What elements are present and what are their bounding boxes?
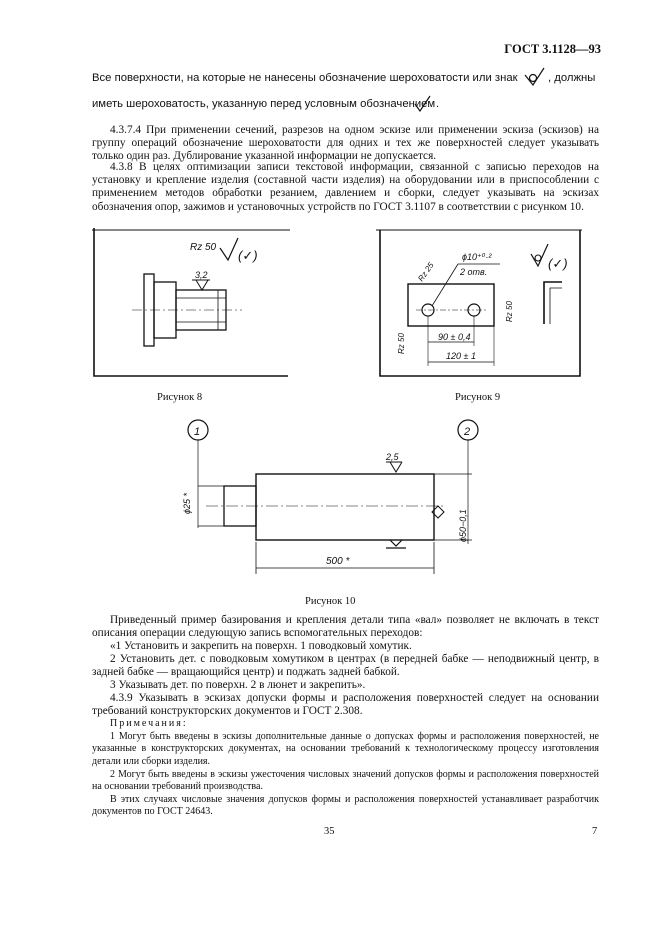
fig10-mark-1: 1	[194, 426, 201, 438]
fig10-shaft	[256, 474, 434, 540]
para-4-3-8: 4.3.8 В целях оптимизации записи текстовой информации, связанной с записью переходов на установку и крепление изделия (составной части изделия) на оборудовании или в приспособлении с применением методов обработки резанием, давлением и сборки, следует указывать на эскизах обозначения опор, зажимов и установочных устройств по ГОСТ 3.1107 в соответствии с рисунком 10.	[92, 161, 599, 213]
para-4-3-9: 4.3.9 Указывать в эскизах допуски формы и расположения поверхностей следует на основании требований конструкторских документов и ГОСТ 2.308.	[92, 692, 599, 718]
para-4-3-7-4: 4.3.7.4 При применении сечений, разрезов на одном эскизе или применении эскиза (эскизов) на группу операций обозначение шероховатости для одних и тех же поверхностей следует указывать только один раз. Дублирование указанной информации не допускается.	[92, 124, 599, 163]
fig10-d25: ϕ25 *	[182, 492, 192, 514]
note-2: 2 Могут быть введены в эскизы ужесточения числовых значений допусков формы и расположения поверхностей на основании требований производства.	[92, 769, 599, 793]
fig8-rz-label: Rz 50	[190, 242, 217, 253]
fig10-length: 500 *	[326, 556, 350, 567]
para-after-3: 2 Установить дет. с поводковым хомутиком в центрах (в передней бабке — неподвижный центр, в задней бабке — вращающийся центр) и поджать задней бабкой.	[92, 653, 599, 679]
fig10-caption: Рисунок 10	[305, 596, 356, 607]
page-number-right: 7	[592, 826, 598, 837]
note-3: В этих случаях числовые значения допусков формы и расположения поверхностей устанавливает разработчик документов по ГОСТ 24643.	[92, 794, 599, 818]
para-after-1: Приведенный пример базирования и крепления детали типа «вал» позволяет не включать в текст описания операции следующую запись вспомогательных переходов:	[92, 614, 599, 640]
figure-9	[376, 226, 586, 386]
fig8-check-label: (✓)	[238, 248, 258, 263]
intro-line-1	[92, 72, 552, 84]
intro-line-1-end: , должны	[548, 72, 596, 84]
page-number-center: 35	[324, 826, 335, 837]
fig9-rz50-right: Rz 50	[505, 301, 514, 322]
fig9-dim90: 90 ± 0,4	[438, 332, 471, 342]
fig9-plate	[408, 284, 494, 326]
fig9-dim120: 120 ± 1	[446, 351, 476, 361]
note-1: 1 Могут быть введены в эскизы дополнительные данные о допусках формы и расположения поверхностей, не указанные в конструкторских документах, на основании требований к технологическому процессу изготовления детали или сборки изделия.	[92, 731, 599, 767]
roughness-sign-icon	[520, 66, 546, 90]
figure-8	[92, 226, 292, 386]
fig10-mark-2: 2	[464, 426, 471, 438]
figure-10	[176, 418, 496, 590]
intro-line-2: иметь шероховатость, указанную перед условным обозначением	[92, 98, 436, 110]
check-roughness-icon	[412, 94, 432, 114]
page-header: ГОСТ 3.1128—93	[504, 42, 601, 56]
fig9-caption: Рисунок 9	[455, 392, 501, 403]
fig9-rz50-left: Rz 50	[397, 333, 406, 354]
para-after-2: «1 Установить и закрепить на поверхн. 1 поводковый хомутик.	[110, 640, 412, 652]
fig8-rough-label: 3,2	[195, 270, 208, 280]
fig10-d50: ϕ50−0,1	[458, 509, 468, 542]
intro-line-1-text: Все поверхности, на которые не нанесены обозначение шероховатости или знак	[92, 72, 518, 84]
intro-line-2-end: .	[436, 98, 440, 110]
fig9-holes: 2 отв.	[460, 267, 488, 277]
fig10-rough: 2,5	[386, 452, 399, 462]
fig9-hole-dia: ϕ10⁺⁰·²	[462, 252, 492, 262]
fig9-check-label: (✓)	[548, 256, 568, 271]
fig9-rz25: Rz 25	[416, 260, 436, 284]
fig8-caption: Рисунок 8	[157, 392, 203, 403]
para-after-4: 3 Указывать дет. по поверхн. 2 в люнет и закрепить».	[110, 679, 366, 691]
notes-title: Примечания:	[110, 718, 188, 729]
